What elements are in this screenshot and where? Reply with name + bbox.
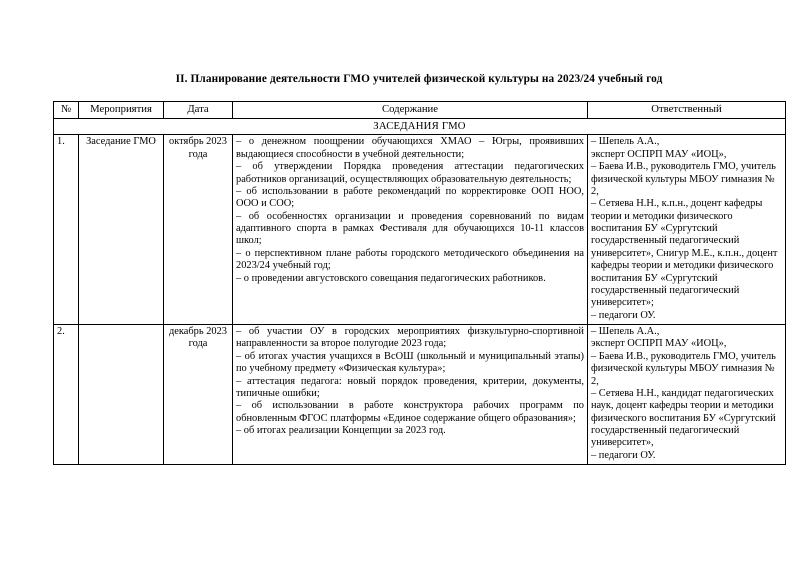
column-header-responsible: Ответственный (588, 102, 786, 119)
row-date: декабрь 2023 года (164, 325, 233, 465)
text-line: – об утверждении Порядка проведения аттестации педагогических работников организаций, осуществляющих образовательную деятельность; (236, 161, 584, 185)
text-line: – об использовании в работе рекомендаций по корректировке ООП НОО, ООО и СОО; (236, 185, 584, 210)
column-header-event: Мероприятия (79, 102, 164, 119)
column-header-number: № (54, 102, 79, 119)
row-content (233, 135, 588, 325)
text-line: – Баева И.В., руководитель ГМО, учитель физической культуры МБОУ гимназия № 2, (591, 161, 776, 197)
text-line: – об итогах реализации Концепции за 2023 год. (236, 425, 446, 437)
text-line: – Сетяева Н.Н., кандидат педагогических наук, доцент кафедры теории и методики физического воспитания БУ «Сургутский государственный педагогический университет», (591, 387, 776, 449)
table-row (54, 135, 786, 325)
text-line: – аттестация педагога: новый порядок проведения, критерии, документы, типичные ошибки; (236, 375, 584, 399)
text-line: – педагоги ОУ. (591, 449, 656, 461)
text-line: – о проведении августовского совещания педагогических работников. (236, 272, 546, 284)
row-content (233, 325, 588, 465)
text-line: – об использовании в работе конструктора рабочих программ по обновленным ФГОС платформы «Единое содержание общего образования»; (236, 400, 584, 424)
row-responsible (588, 135, 786, 325)
text-line: – Сетяева Н.Н., к.п.н., доцент кафедры теории и методики физического воспитания БУ «Сургутский государственный педагогический университет», Снигур М.Е., к.п.н., доцент кафедры теории и методики физического воспитания БУ «Сургутский государственный педагогический университет»; (591, 198, 778, 309)
column-header-content: Содержание (233, 102, 588, 119)
section-heading-row (54, 118, 786, 135)
table-header (54, 102, 786, 119)
column-header-date: Дата (164, 102, 233, 119)
text-line: – об особенностях организации и проведения соревнований по видам адаптивного спорта в рамках Фестиваля для обучающихся 10-11 классов школ; (236, 210, 584, 247)
activity-plan-table (53, 101, 786, 465)
page-title: II. Планирование деятельности ГМО учителей физической культуры на 2023/24 учебный год (175, 73, 663, 85)
row-event (79, 325, 164, 465)
text-line: – Шепель А.А., (591, 326, 660, 338)
table-header-row (54, 102, 786, 119)
row-number: 1. (54, 135, 79, 325)
table-row (54, 325, 786, 465)
text-line: – Баева И.В., руководитель ГМО, учитель физической культуры МБОУ гимназия № 2, (591, 350, 776, 387)
text-line: эксперт ОСПРП МАУ «ИОЦ», (591, 338, 727, 350)
row-responsible (588, 325, 786, 465)
section-heading-label: ЗАСЕДАНИЯ ГМО (54, 118, 786, 135)
text-line: эксперт ОСПРП МАУ «ИОЦ», (591, 148, 727, 160)
text-line: – о перспективном плане работы городского методического объединения на 2023/24 учебный год; (236, 247, 584, 272)
text-line: – об итогах участия учащихся в ВсОШ (школьный и муниципальный этапы) по учебному предмету «Физическая культура»; (236, 350, 584, 375)
text-line: – о денежном поощрении обучающихся ХМАО – Югры, проявивших выдающиеся способности в учебной деятельности; (236, 136, 584, 160)
row-event: Заседание ГМО (79, 135, 164, 325)
table-body (54, 118, 786, 464)
row-number: 2. (54, 325, 79, 465)
text-line: – об участии ОУ в городских мероприятиях физкультурно-спортивной направленности за второе полугодие 2023 года; (236, 326, 584, 350)
text-line: – Шепель А.А., (591, 136, 660, 148)
row-date: октябрь 2023 года (164, 135, 233, 325)
text-line: – педагоги ОУ. (591, 309, 656, 321)
